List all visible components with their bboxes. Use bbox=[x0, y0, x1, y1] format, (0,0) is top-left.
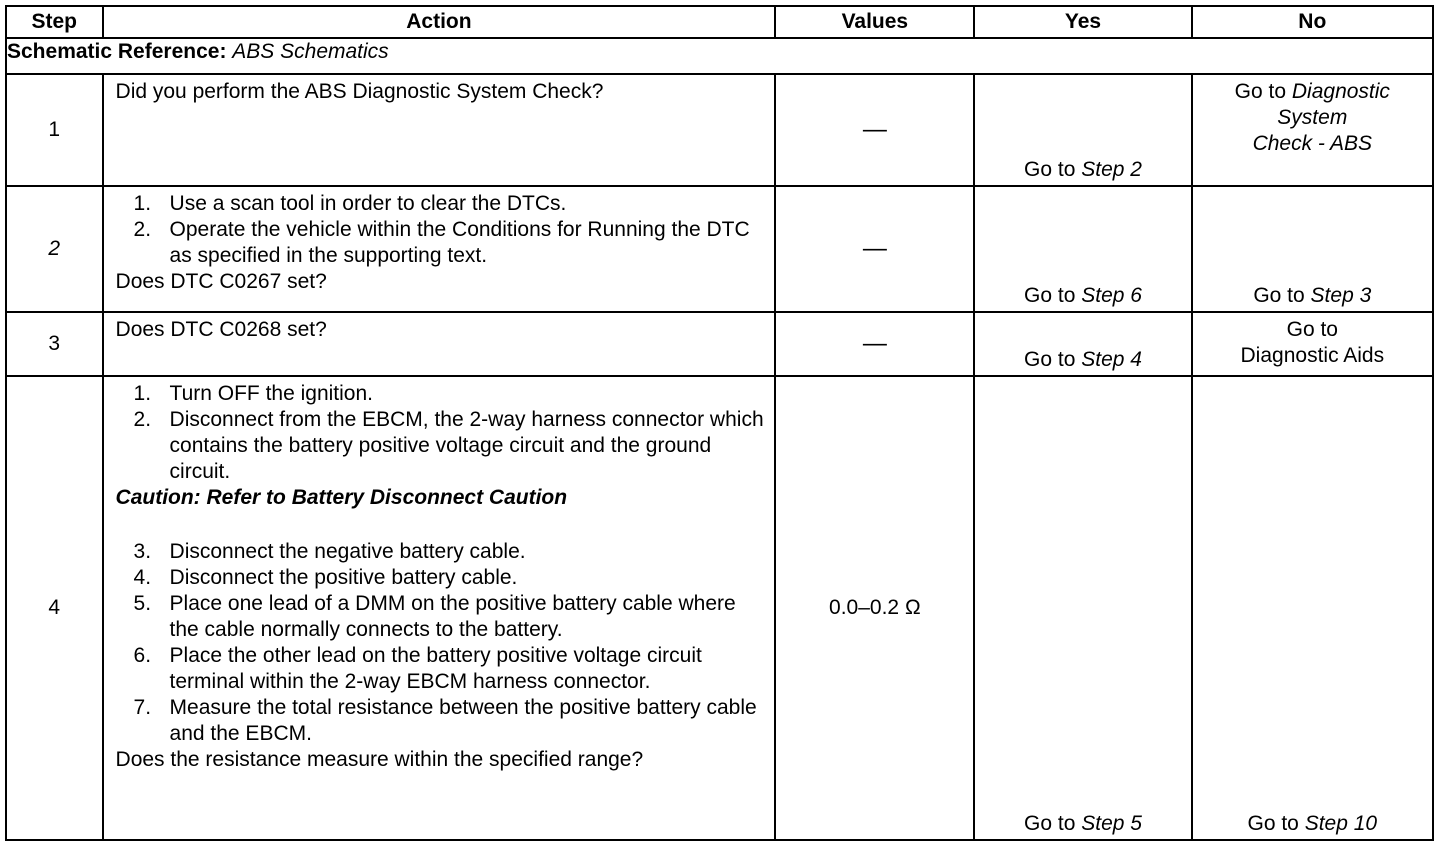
value-text: — bbox=[862, 329, 887, 357]
schematic-link[interactable]: ABS Schematics bbox=[232, 40, 389, 63]
list-item: 6. Place the other lead on the battery positive voltage circuit terminal within the 2-way EBCM harness connector. bbox=[116, 643, 767, 695]
yes-prefix: Go to bbox=[1024, 284, 1076, 307]
header-values: Values bbox=[775, 6, 974, 38]
action-question: Does DTC C0267 set? bbox=[115, 270, 327, 293]
no-line1: Go to bbox=[1286, 318, 1338, 341]
table-row bbox=[6, 312, 1433, 376]
list-item: 2. Disconnect from the EBCM, the 2-way harness connector which contains the battery positive voltage circuit and the ground circuit. bbox=[116, 407, 767, 485]
yes-target[interactable]: Step 4 bbox=[1081, 348, 1142, 371]
list-item: 1. Turn OFF the ignition. bbox=[116, 381, 767, 407]
action-cell bbox=[103, 312, 776, 376]
yes-target[interactable]: Step 5 bbox=[1081, 812, 1142, 835]
list-item: 4. Disconnect the positive battery cable. bbox=[116, 565, 767, 591]
list-item-text: Disconnect the negative battery cable. bbox=[169, 540, 526, 563]
list-item: 2. Operate the vehicle within the Conditions for Running the DTC as specified in the supporting text. bbox=[116, 217, 767, 269]
diagnostic-table bbox=[5, 5, 1434, 841]
list-item-text: Turn OFF the ignition. bbox=[169, 382, 373, 405]
list-item-text: Place one lead of a DMM on the positive battery cable where the cable normally connects to the battery. bbox=[169, 592, 736, 641]
no-prefix: Go to bbox=[1247, 812, 1299, 835]
list-item-text: Place the other lead on the battery positive voltage circuit terminal within the 2-way EBCM harness connector. bbox=[169, 644, 702, 693]
header-row bbox=[6, 6, 1433, 38]
action-cell bbox=[103, 376, 776, 840]
no-cell[interactable] bbox=[1192, 186, 1433, 312]
caution-note: Caution: Refer to Battery Disconnect Caution bbox=[115, 486, 568, 509]
list-item-text: Use a scan tool in order to clear the DTCs. bbox=[169, 192, 567, 215]
no-cell[interactable] bbox=[1192, 376, 1433, 840]
header-action: Action bbox=[103, 6, 776, 38]
action-question: Does DTC C0268 set? bbox=[115, 318, 327, 341]
values-cell bbox=[775, 186, 974, 312]
action-cell bbox=[103, 74, 776, 186]
table-row bbox=[6, 376, 1433, 840]
yes-cell[interactable] bbox=[974, 376, 1191, 840]
step-number: 4 bbox=[6, 376, 103, 840]
list-item: 5. Place one lead of a DMM on the positive battery cable where the cable normally connects to the battery. bbox=[116, 591, 767, 643]
schematic-label: Schematic Reference: bbox=[7, 40, 227, 63]
value-text: — bbox=[862, 234, 887, 262]
list-item-text: Measure the total resistance between the positive battery cable and the EBCM. bbox=[169, 696, 757, 745]
step-number-text: 2 bbox=[48, 237, 61, 260]
value-text: 0.0–0.2 Ω bbox=[829, 596, 921, 619]
value-text: — bbox=[862, 115, 887, 143]
list-item-text: Disconnect the positive battery cable. bbox=[169, 566, 518, 589]
list-item-text: Disconnect from the EBCM, the 2-way harness connector which contains the battery positive voltage circuit and the ground circuit. bbox=[169, 408, 764, 483]
no-target[interactable]: Step 3 bbox=[1310, 284, 1372, 307]
step-number: 3 bbox=[6, 312, 103, 376]
yes-cell[interactable] bbox=[974, 186, 1191, 312]
action-cell bbox=[103, 186, 776, 312]
action-question: Did you perform the ABS Diagnostic System Check? bbox=[115, 80, 604, 103]
yes-prefix: Go to bbox=[1024, 812, 1076, 835]
header-step: Step bbox=[6, 6, 103, 38]
action-steps bbox=[116, 381, 767, 485]
list-item: 7. Measure the total resistance between the positive battery cable and the EBCM. bbox=[116, 695, 767, 747]
yes-cell[interactable] bbox=[974, 312, 1191, 376]
schematic-reference bbox=[6, 38, 1433, 74]
header-no: No bbox=[1192, 6, 1433, 38]
no-line2[interactable]: Diagnostic Aids bbox=[1240, 344, 1385, 367]
yes-cell[interactable] bbox=[974, 74, 1191, 186]
table-row bbox=[6, 74, 1433, 186]
action-steps bbox=[116, 191, 767, 269]
action-steps bbox=[116, 539, 767, 747]
no-prefix: Go to bbox=[1234, 80, 1287, 103]
no-cell[interactable] bbox=[1192, 74, 1433, 186]
values-cell bbox=[775, 74, 974, 186]
values-cell bbox=[775, 376, 974, 840]
list-item: 1. Use a scan tool in order to clear the DTCs. bbox=[116, 191, 767, 217]
yes-prefix: Go to bbox=[1024, 158, 1076, 181]
no-target[interactable]: Step 10 bbox=[1304, 812, 1378, 835]
header-yes: Yes bbox=[974, 6, 1191, 38]
yes-prefix: Go to bbox=[1024, 348, 1076, 371]
yes-target[interactable]: Step 6 bbox=[1081, 284, 1142, 307]
table-row bbox=[6, 186, 1433, 312]
no-prefix: Go to bbox=[1253, 284, 1305, 307]
no-target-line2[interactable]: System bbox=[1277, 106, 1348, 129]
step-number: 1 bbox=[6, 74, 103, 186]
no-target-line3[interactable]: Check - ABS bbox=[1252, 132, 1373, 155]
yes-target[interactable]: Step 2 bbox=[1081, 158, 1142, 181]
action-question: Does the resistance measure within the specified range? bbox=[115, 748, 644, 771]
values-cell bbox=[775, 312, 974, 376]
step-number bbox=[6, 186, 103, 312]
schematic-reference-row bbox=[6, 38, 1433, 74]
list-item-text: Operate the vehicle within the Conditions for Running the DTC as specified in the supporting text. bbox=[169, 218, 750, 267]
no-target-line1[interactable]: Diagnostic bbox=[1291, 80, 1390, 103]
no-cell[interactable] bbox=[1192, 312, 1433, 376]
list-item: 3. Disconnect the negative battery cable. bbox=[116, 539, 767, 565]
